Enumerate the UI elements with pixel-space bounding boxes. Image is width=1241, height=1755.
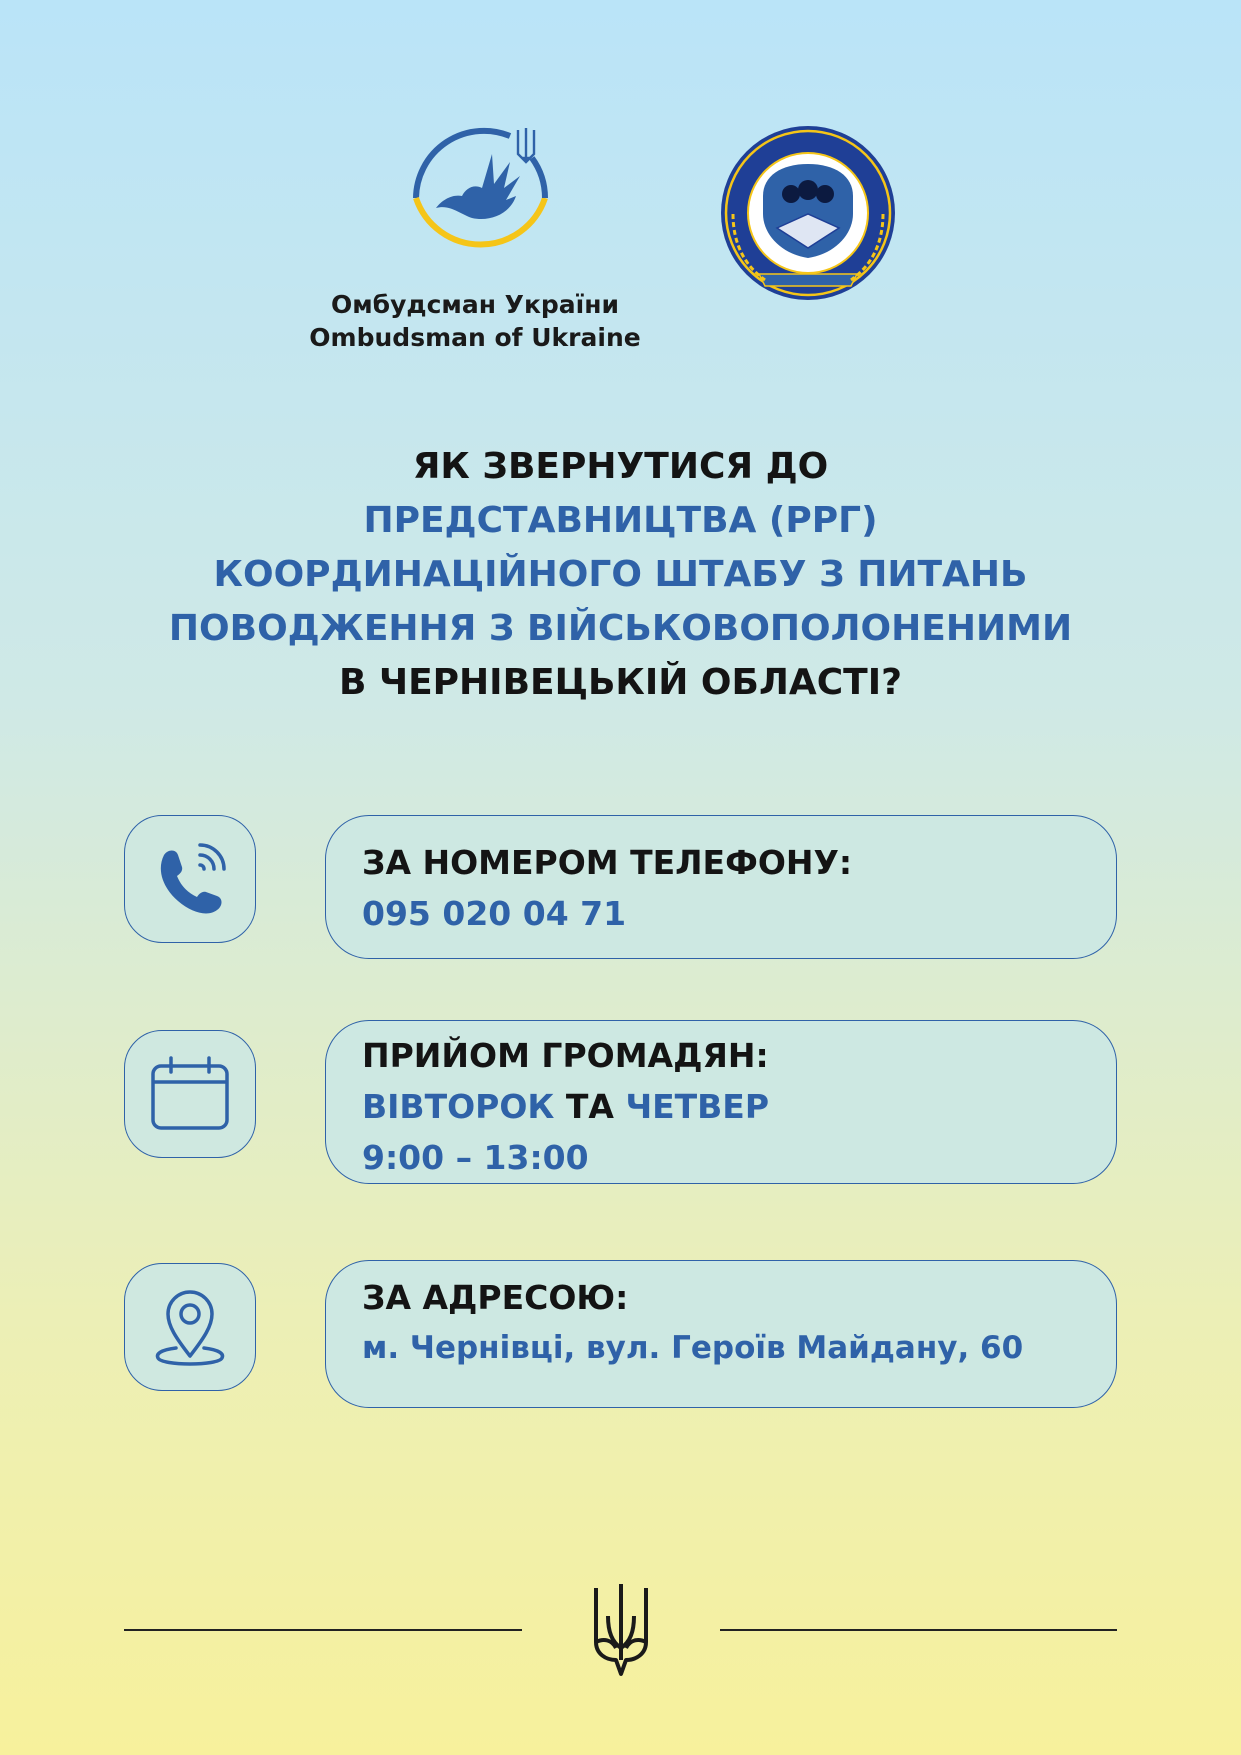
footer-divider-left <box>124 1629 522 1631</box>
reception-label: ПРИЙОМ ГРОМАДЯН: <box>362 1036 769 1075</box>
reception-day-1: ВІВТОРОК <box>362 1087 555 1126</box>
calendar-icon <box>149 1056 231 1132</box>
title-line-2: ПРЕДСТАВНИЦТВА (РРГ) <box>363 500 878 541</box>
reception-conjunction: ТА <box>565 1087 614 1126</box>
phone-card <box>325 815 1117 959</box>
title-line-5: В ЧЕРНІВЕЦЬКІЙ ОБЛАСТІ? <box>339 662 902 703</box>
title-line-3: КООРДИНАЦІЙНОГО ШТАБУ З ПИТАНЬ <box>213 554 1028 595</box>
reception-card <box>325 1020 1117 1184</box>
ombudsman-name <box>250 288 700 354</box>
ombudsman-logo <box>400 118 555 273</box>
address-card <box>325 1260 1117 1408</box>
trident-icon <box>590 1582 652 1678</box>
address-value: м. Чернівці, вул. Героїв Майдану, 60 <box>362 1330 1024 1366</box>
reception-days <box>362 1081 1080 1132</box>
address-label: ЗА АДРЕСОЮ: <box>362 1278 629 1317</box>
page-title <box>100 440 1141 710</box>
phone-label: ЗА НОМЕРОМ ТЕЛЕФОНУ: <box>362 843 853 882</box>
reception-day-2: ЧЕТВЕР <box>625 1087 770 1126</box>
title-line-4: ПОВОДЖЕННЯ З ВІЙСЬКОВОПОЛОНЕНИМИ <box>168 608 1073 649</box>
phone-icon <box>150 839 230 919</box>
ombudsman-name-uk: Омбудсман України <box>330 290 620 319</box>
location-icon-box <box>124 1263 256 1391</box>
location-pin-icon <box>154 1284 226 1370</box>
calendar-icon-box <box>124 1030 256 1158</box>
footer-divider-right <box>720 1629 1117 1631</box>
reception-hours: 9:00 – 13:00 <box>362 1138 589 1177</box>
title-line-1: ЯК ЗВЕРНУТИСЯ ДО <box>412 446 829 487</box>
phone-number[interactable]: 095 020 04 71 <box>362 894 627 933</box>
ombudsman-name-en: Ombudsman of Ukraine <box>309 323 641 352</box>
coordination-hq-seal <box>719 124 897 302</box>
phone-icon-box <box>124 815 256 943</box>
